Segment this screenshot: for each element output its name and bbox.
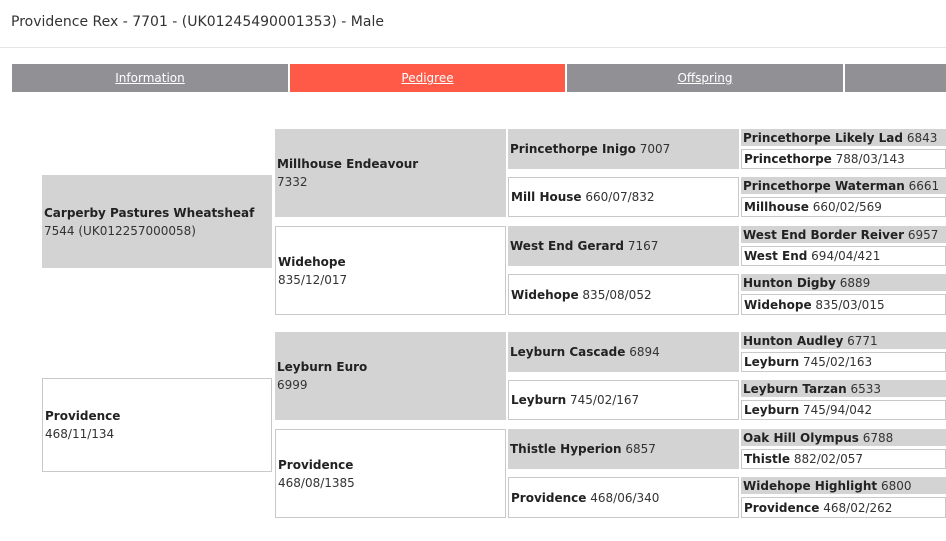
pedigree-sire-sire[interactable] — [275, 129, 506, 217]
animal-number: 468/08/1385 — [278, 475, 355, 490]
animal-number: 6843 — [906, 130, 938, 145]
animal-number: 6957 — [907, 227, 939, 242]
animal-number: 745/94/042 — [803, 403, 873, 417]
pedigree-gen4-16[interactable] — [741, 497, 946, 518]
animal-number: 660/02/569 — [812, 200, 882, 214]
animal-name: Mill House — [511, 190, 582, 204]
pedigree-gen4-1[interactable] — [741, 129, 946, 146]
animal-name: Thistle — [744, 452, 790, 466]
page-title: Providence Rex - 7701 - (UK01245490001353) - Male — [11, 14, 384, 30]
animal-number: 6889 — [839, 275, 871, 290]
sire-number: 7544 (UK012257000058) — [44, 223, 196, 238]
pedigree-gen3-8[interactable] — [508, 477, 739, 518]
tab-information[interactable]: Information — [12, 64, 288, 92]
pedigree-gen4-14[interactable] — [741, 449, 946, 469]
animal-name: Widehope — [278, 254, 346, 269]
animal-number: 6533 — [850, 381, 882, 396]
animal-name: Leyburn Cascade — [510, 345, 626, 359]
animal-name: Thistle Hyperion — [510, 442, 622, 456]
animal-number: 835/12/017 — [278, 272, 348, 287]
pedigree-gen4-12[interactable] — [741, 400, 946, 420]
animal-number: 788/03/143 — [835, 152, 905, 166]
pedigree-gen4-11[interactable] — [741, 380, 946, 397]
pedigree-gen4-8[interactable] — [741, 294, 946, 315]
animal-name: Oak Hill Olympus — [743, 430, 859, 445]
animal-name: West End — [744, 249, 808, 263]
pedigree-gen4-3[interactable] — [741, 177, 946, 194]
animal-number: 745/02/163 — [803, 355, 873, 369]
animal-name: Princethorpe — [744, 152, 832, 166]
pedigree-gen3-3[interactable] — [508, 226, 739, 266]
animal-number: 7167 — [627, 239, 659, 253]
pedigree-dam-dam[interactable] — [275, 429, 506, 518]
animal-number: 882/02/057 — [793, 452, 863, 466]
animal-name: Hunton Audley — [743, 333, 844, 348]
animal-name: Providence — [744, 500, 820, 515]
animal-name: Princethorpe Waterman — [743, 178, 905, 193]
pedigree-gen4-5[interactable] — [741, 226, 946, 243]
page-header — [0, 0, 946, 48]
animal-number: 835/03/015 — [815, 297, 885, 312]
animal-name: Princethorpe Likely Lad — [743, 130, 903, 145]
animal-number: 7332 — [277, 175, 308, 189]
dam-number: 468/11/134 — [45, 427, 115, 441]
dam-name: Providence — [45, 409, 121, 423]
animal-number: 6661 — [908, 178, 940, 193]
animal-number: 835/08/052 — [582, 287, 652, 302]
animal-number: 6800 — [880, 478, 912, 493]
pedigree-dam[interactable] — [42, 378, 272, 472]
tab-more[interactable] — [845, 64, 946, 92]
animal-name: Leyburn Tarzan — [743, 381, 847, 396]
pedigree-gen4-9[interactable] — [741, 332, 946, 349]
animal-number: 6999 — [277, 378, 308, 392]
animal-number: 6894 — [629, 345, 660, 359]
pedigree-gen3-4[interactable] — [508, 274, 739, 315]
animal-number: 6771 — [847, 333, 878, 348]
animal-name: Leyburn — [511, 393, 567, 407]
animal-name: Leyburn — [744, 355, 800, 369]
animal-number: 660/07/832 — [585, 190, 655, 204]
animal-number: 468/02/262 — [823, 500, 893, 515]
animal-number: 6788 — [862, 430, 894, 445]
animal-number: 745/02/167 — [570, 393, 640, 407]
tab-offspring[interactable]: Offspring — [567, 64, 843, 92]
pedigree-dam-sire[interactable] — [275, 332, 506, 420]
animal-name: Millhouse — [744, 200, 809, 214]
animal-number: 468/06/340 — [590, 490, 660, 505]
animal-name: Hunton Digby — [743, 275, 836, 290]
pedigree-gen4-6[interactable] — [741, 246, 946, 266]
pedigree-gen3-1[interactable] — [508, 129, 739, 169]
tab-pedigree[interactable]: Pedigree — [290, 64, 565, 92]
pedigree-gen4-2[interactable] — [741, 149, 946, 169]
pedigree-gen3-6[interactable] — [508, 380, 739, 420]
pedigree-sire[interactable] — [42, 175, 272, 268]
pedigree-gen4-15[interactable] — [741, 477, 946, 494]
pedigree-gen4-10[interactable] — [741, 352, 946, 372]
animal-name: Millhouse Endeavour — [277, 157, 419, 171]
animal-name: Widehope — [744, 297, 812, 312]
sire-name: Carperby Pastures Wheatsheaf — [44, 205, 255, 220]
animal-name: Widehope — [511, 287, 579, 302]
animal-number: 6857 — [625, 442, 656, 456]
animal-name: Providence — [511, 490, 587, 505]
pedigree-sire-dam[interactable] — [275, 226, 506, 315]
pedigree-gen4-7[interactable] — [741, 274, 946, 291]
animal-name: Princethorpe Inigo — [510, 142, 636, 156]
animal-name: West End Gerard — [510, 239, 625, 253]
animal-name: West End Border Reiver — [743, 227, 905, 242]
pedigree-gen4-4[interactable] — [741, 197, 946, 217]
animal-name: Leyburn Euro — [277, 360, 368, 374]
pedigree-gen3-7[interactable] — [508, 429, 739, 469]
animal-number: 7007 — [639, 142, 671, 156]
pedigree-gen3-2[interactable] — [508, 177, 739, 217]
animal-name: Widehope Highlight — [743, 478, 878, 493]
pedigree-gen4-13[interactable] — [741, 429, 946, 446]
animal-name: Leyburn — [744, 403, 800, 417]
animal-name: Providence — [278, 457, 354, 472]
pedigree-gen3-5[interactable] — [508, 332, 739, 372]
animal-number: 694/04/421 — [811, 249, 881, 263]
